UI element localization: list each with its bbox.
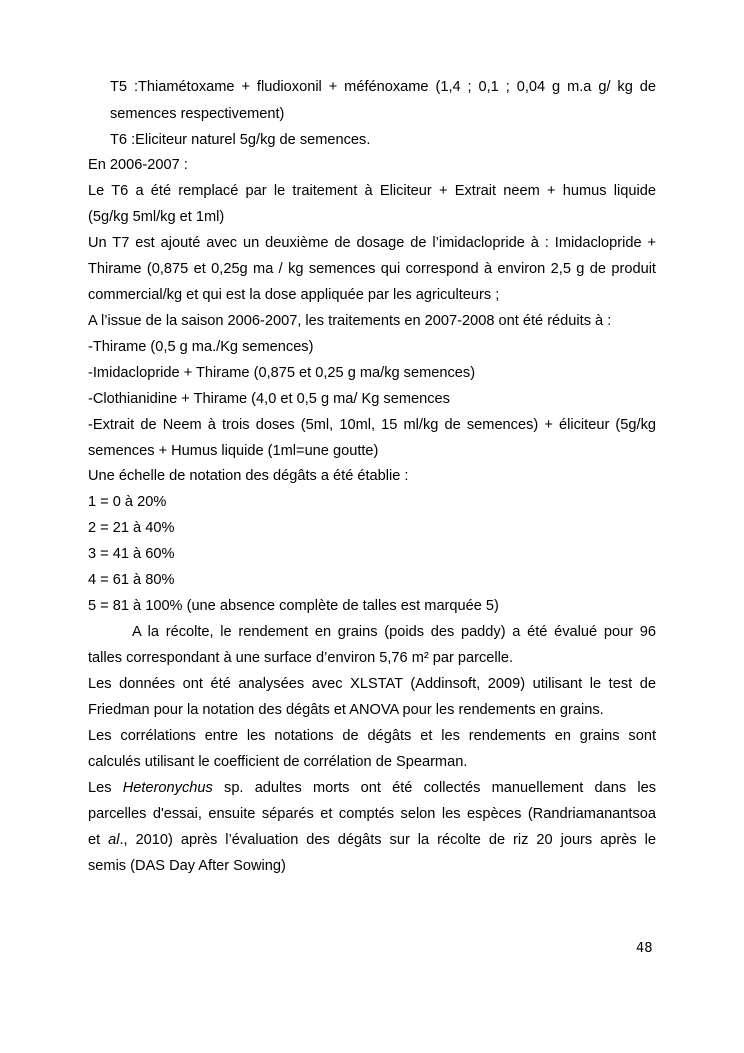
italic-species-name: Heteronychus bbox=[122, 780, 213, 796]
text-line: T6 :Eliciteur naturel 5g/kg de semences. bbox=[110, 132, 371, 148]
text-line: Les corrélations entre les notations de dégâts et les rendements en grains sont bbox=[88, 728, 656, 744]
text-line: Un T7 est ajouté avec un deuxième de dosage de l’imidaclopride à : Imidaclopride + bbox=[88, 235, 656, 251]
scale-item: 3 = 41 à 60% bbox=[88, 546, 175, 562]
list-item: -Imidaclopride + Thirame (0,875 et 0,25 g ma/kg semences) bbox=[88, 365, 476, 381]
text-line: parcelles d'essai, ensuite séparés et comptés selon les espèces (Randriamanantsoa bbox=[88, 806, 656, 822]
text-segment: sp. adultes morts ont été collectés manuellement dans les bbox=[224, 780, 656, 796]
italic-al: al bbox=[108, 832, 120, 848]
text-segment: ., 2010) après l’évaluation des dégâts sur la récolte de riz 20 jours après le bbox=[119, 832, 656, 848]
text-line: Les données ont été analysées avec XLSTAT (Addinsoft, 2009) utilisant le test de bbox=[88, 676, 656, 692]
list-item: -Clothianidine + Thirame (4,0 et 0,5 g ma/ Kg semences bbox=[88, 391, 450, 407]
text-line: T5 :Thiamétoxame + fludioxonil + méfénoxame (1,4 ; 0,1 ; 0,04 g m.a g/ kg de bbox=[110, 79, 656, 95]
text-line: semences respectivement) bbox=[110, 106, 285, 122]
text-line bbox=[88, 778, 656, 798]
text-line: Friedman pour la notation des dégâts et ANOVA pour les rendements en grains. bbox=[88, 702, 604, 718]
section-heading: En 2006-2007 : bbox=[88, 157, 188, 173]
scale-item: 4 = 61 à 80% bbox=[88, 572, 175, 588]
text-segment: Les bbox=[88, 780, 112, 796]
text-line: A l’issue de la saison 2006-2007, les traitements en 2007-2008 ont été réduits à : bbox=[88, 313, 612, 329]
list-item: -Thirame (0,5 g ma./Kg semences) bbox=[88, 339, 314, 355]
text-line: semences + Humus liquide (1ml=une goutte) bbox=[88, 443, 379, 459]
page-number: 48 bbox=[636, 941, 653, 956]
text-line: commercial/kg et qui est la dose appliquée par les agriculteurs ; bbox=[88, 287, 500, 303]
text-line: (5g/kg 5ml/kg et 1ml) bbox=[88, 209, 225, 225]
text-line: Le T6 a été remplacé par le traitement à Eliciteur + Extrait neem + humus liquide bbox=[88, 183, 656, 199]
text-line: calculés utilisant le coefficient de corrélation de Spearman. bbox=[88, 754, 468, 770]
text-segment: et bbox=[88, 832, 109, 848]
scale-item: 2 = 21 à 40% bbox=[88, 520, 175, 536]
text-line bbox=[88, 830, 656, 850]
scale-item: 5 = 81 à 100% (une absence complète de talles est marquée 5) bbox=[88, 598, 499, 614]
list-item: -Extrait de Neem à trois doses (5ml, 10ml, 15 ml/kg de semences) + éliciteur (5g/kg bbox=[88, 417, 656, 433]
text-line: talles correspondant à une surface d’environ 5,76 m² par parcelle. bbox=[88, 650, 514, 666]
scale-item: 1 = 0 à 20% bbox=[88, 494, 167, 510]
text-line: A la récolte, le rendement en grains (poids des paddy) a été évalué pour 96 bbox=[132, 624, 656, 640]
text-line: Une échelle de notation des dégâts a été établie : bbox=[88, 468, 409, 484]
text-line: Thirame (0,875 et 0,25g ma / kg semences qui correspond à environ 2,5 g de produit bbox=[88, 261, 656, 277]
text-line: semis (DAS Day After Sowing) bbox=[88, 858, 286, 874]
